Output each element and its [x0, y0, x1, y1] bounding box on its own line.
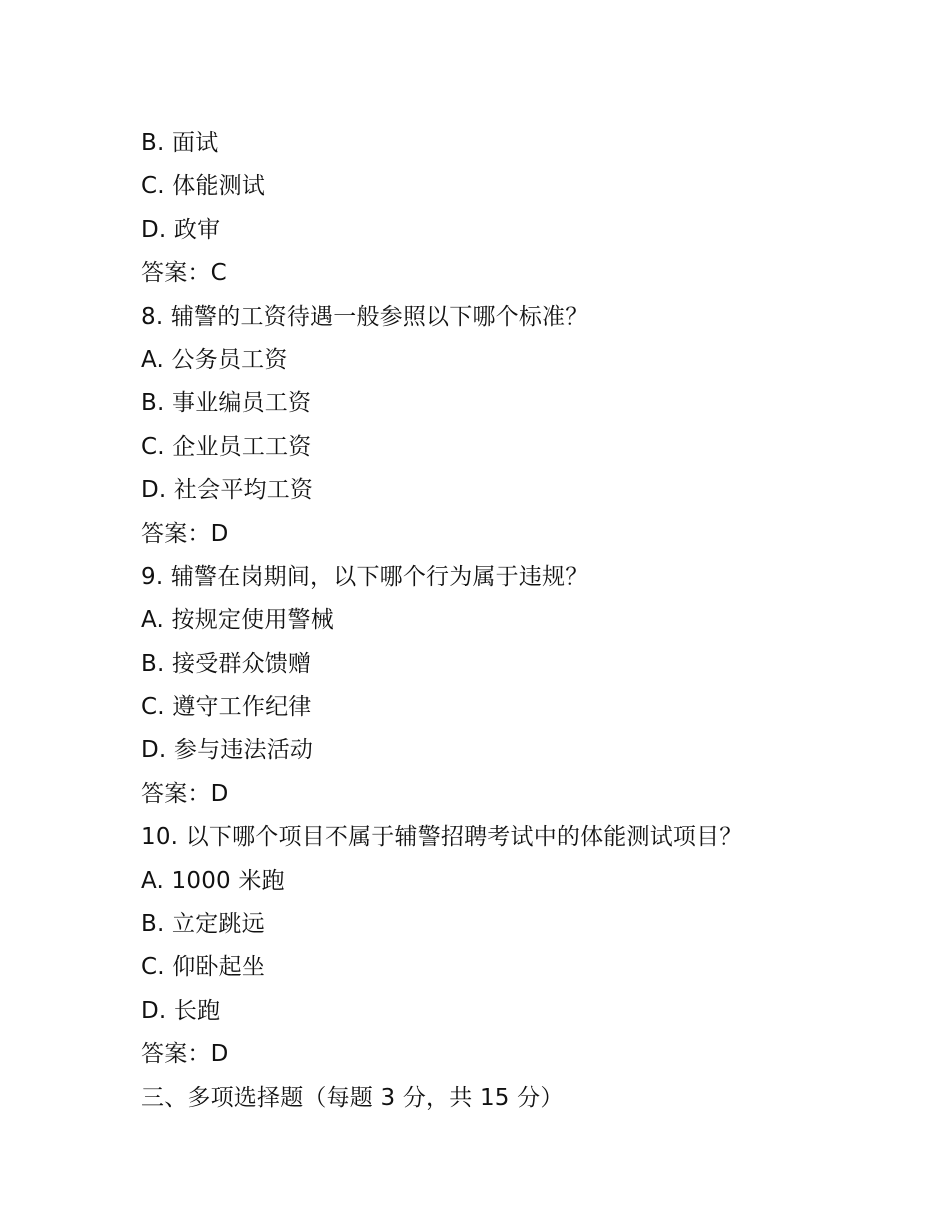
question-line: 9. 辅警在岗期间，以下哪个行为属于违规？: [141, 563, 589, 590]
option-line: D. 长跑: [141, 997, 221, 1024]
exam-content: [141, 122, 841, 1120]
answer-line: 答案：D: [141, 1041, 229, 1068]
option-line: C. 遵守工作纪律: [141, 694, 312, 721]
option-line: D. 社会平均工资: [141, 477, 314, 504]
option-line: B. 事业编员工资: [141, 390, 312, 417]
option-line: C. 体能测试: [141, 173, 266, 200]
option-line: A. 按规定使用警械: [141, 607, 334, 634]
option-line: C. 仰卧起坐: [141, 954, 266, 981]
option-line: D. 参与违法活动: [141, 737, 314, 764]
option-line: B. 接受群众馈赠: [141, 650, 312, 677]
answer-line: 答案：D: [141, 780, 229, 807]
answer-line: 答案：C: [141, 260, 227, 287]
question-line: 10. 以下哪个项目不属于辅警招聘考试中的体能测试项目？: [141, 824, 743, 851]
option-line: A. 公务员工资: [141, 346, 288, 373]
option-line: D. 政审: [141, 216, 221, 243]
question-line: 8. 辅警的工资待遇一般参照以下哪个标准？: [141, 303, 589, 330]
option-line: A. 1000 米跑: [141, 867, 285, 894]
option-line: B. 立定跳远: [141, 911, 265, 938]
option-line: B. 面试: [141, 130, 219, 156]
section-heading: 三、多项选择题（每题 3 分，共 15 分）: [141, 1084, 564, 1111]
answer-line: 答案：D: [141, 520, 229, 547]
option-line: C. 企业员工工资: [141, 433, 312, 460]
